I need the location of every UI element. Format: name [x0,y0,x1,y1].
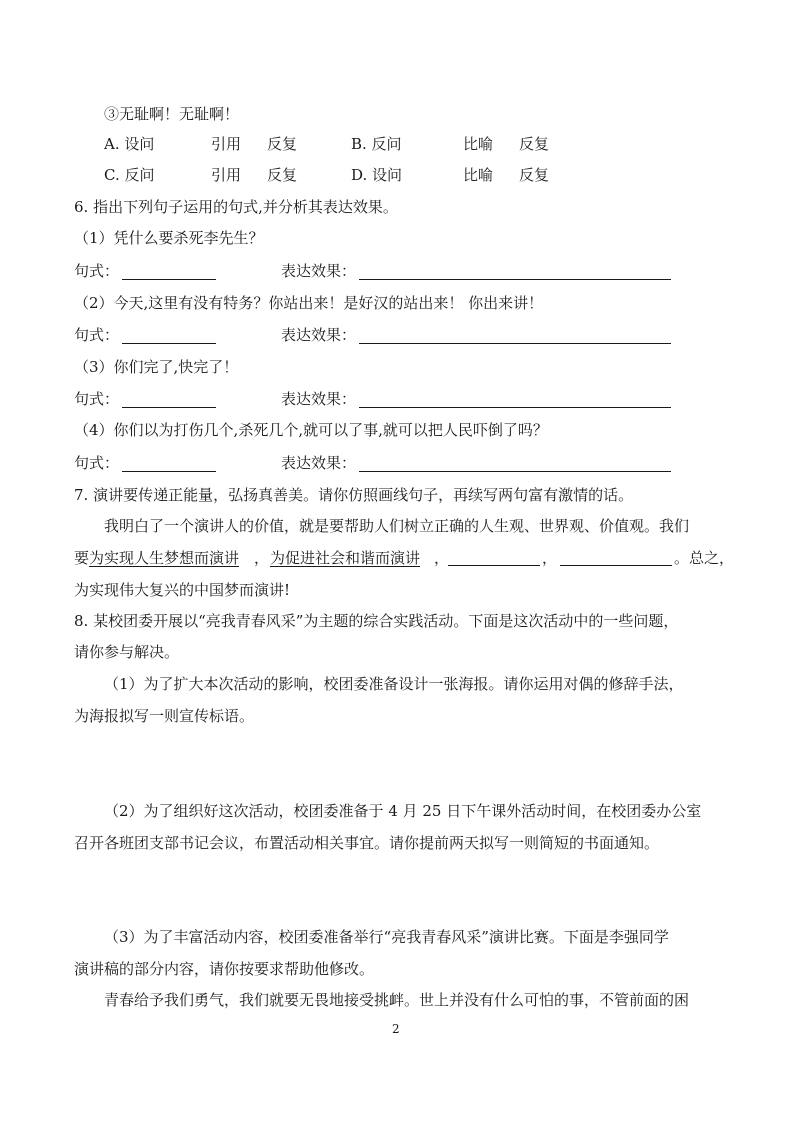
q8-sub2-line-2: 召开各班团支部书记会议，布置活动相关事宜。请你提前两天拟写一则简短的书面通知。 [74,834,660,852]
q7-answer-blank-2[interactable] [560,565,672,566]
q6-sentence-3: （3）你们完了,快完了！ [74,358,239,376]
q6-effect-label: 表达效果： [281,326,357,344]
q5-option-a-3: 反复 [267,135,298,153]
q6-sentence-4: （4）你们以为打伤几个,杀死几个,就可以了事,就可以把人民吓倒了吗？ [74,421,548,439]
q6-stem: 6. 指出下列句子运用的句式,并分析其表达效果。 [74,198,398,216]
q5-option-d: D. 设问 [351,166,403,184]
q8-sub3-line-2: 演讲稿的部分内容，请你按要求帮助他修改。 [74,960,375,978]
q6-effect-label: 表达效果： [281,262,357,280]
q5-option-b-2: 比喻 [463,135,494,153]
q8-sub3-line-1: （3）为了丰富活动内容，校团委准备举行“亮我青春风采”演讲比赛。下面是李强同学 [104,928,669,946]
q6-sentence-2: （2）今天,这里有没有特务？你站出来！是好汉的站出来！ 你出来讲！ [74,294,544,312]
q8-stem-line-1: 8. 某校团委开展以“亮我青春风采”为主题的综合实践活动。下面是这次活动中的一些问题， [74,612,679,630]
q8-stem-line-2: 请你参与解决。 [74,643,180,661]
q6-form-blank[interactable] [122,471,216,472]
q6-effect-blank[interactable] [359,407,671,408]
q5-option-c-3: 反复 [267,166,298,184]
page-number: 2 [392,1022,400,1036]
q8-sub2-line-1: （2）为了组织好这次活动，校团委准备于 4 月 25 日下午课外活动时间，在校团委办公室 [104,802,702,820]
q7-paragraph-line-1: 我明白了一个演讲人的价值，就是要帮助人们树立正确的人生观、世界观、价值观。我们 [104,517,690,535]
q8-sub1-line-1: （1）为了扩大本次活动的影响，校团委准备设计一张海报。请你运用对偶的修辞手法， [104,675,684,693]
q7-paragraph-line-2-prefix: 要 [74,549,90,567]
q5-option-b-3: 反复 [519,135,550,153]
q7-comma: ， [542,549,558,567]
q6-effect-blank[interactable] [359,471,671,472]
q6-form-label: 句式： [74,326,120,344]
q5-option-d-3: 反复 [519,166,550,184]
q6-effect-label: 表达效果： [281,454,357,472]
q6-effect-label: 表达效果： [281,390,357,408]
q5-option-a-2: 引用 [211,135,242,153]
q7-underlined-sentence-1: 为实现人生梦想而演讲 [89,549,240,567]
q5-option-c: C. 反问 [104,166,155,184]
q6-form-blank[interactable] [122,407,216,408]
q8-sub1-line-2: 为海报拟写一则宣传标语。 [74,707,255,725]
q6-form-label: 句式： [74,262,120,280]
q6-effect-blank[interactable] [359,343,671,344]
q6-form-label: 句式： [74,454,120,472]
q6-effect-blank[interactable] [359,279,671,280]
q7-comma: ， [254,549,270,567]
q5-option-d-2: 比喻 [463,166,494,184]
q7-underlined-sentence-2: 为促进社会和谐而演讲 [270,549,421,567]
q7-answer-blank-1[interactable] [448,565,540,566]
q5-option-c-2: 引用 [211,166,242,184]
q5-option-a: A. 设问 [104,135,155,153]
q8-passage-line-1: 青春给予我们勇气，我们就要无畏地接受挑衅。世上并没有什么可怕的事，不管前面的困 [104,991,690,1009]
q6-form-label: 句式： [74,390,120,408]
q7-paragraph-line-2-end: 。总之， [674,549,735,567]
q6-form-blank[interactable] [122,279,216,280]
q7-paragraph-line-3: 为实现伟大复兴的中国梦而演讲! [74,581,291,599]
q5-item3: ③无耻啊！无耻啊！ [104,105,240,123]
q5-option-b: B. 反问 [351,135,402,153]
q7-stem: 7. 演讲要传递正能量，弘扬真善美。请你仿照画线句子，再续写两句富有激情的话。 [74,486,634,504]
q7-comma: ， [434,549,450,567]
q6-sentence-1: （1）凭什么要杀死李先生？ [74,229,264,247]
q6-form-blank[interactable] [122,343,216,344]
